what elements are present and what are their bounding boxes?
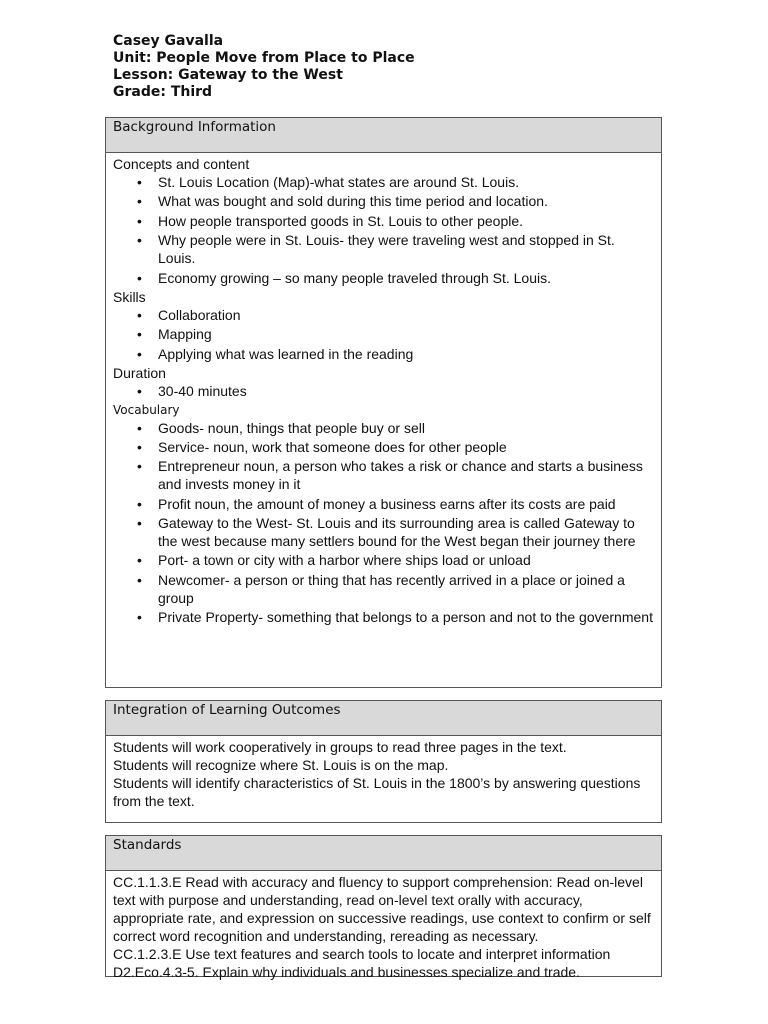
duration-list <box>113 382 654 400</box>
outcome-line: Students will recognize where St. Louis is on the map. <box>113 757 449 773</box>
standard-line: CC.1.1.3.E Read with accuracy and fluency to support comprehension: Read on-level text with purpose and understanding, read on-level text orally with accuracy, appropriate rate, and expression on successive readings, use context to confirm or self correct word recognition and understanding, rereading as necessary. <box>113 874 651 944</box>
unit-title: Unit: People Move from Place to Place <box>113 50 415 66</box>
section-body <box>106 153 661 626</box>
outcome-line: Students will work cooperatively in groups to read three pages in the text. <box>113 739 567 755</box>
standard-line: CC.1.2.3.E Use text features and search tools to locate and interpret information <box>113 946 611 962</box>
list-item: • 30-40 minutes <box>113 382 654 400</box>
list-item: • Entrepreneur noun, a person who takes a risk or chance and starts a business and invests money in it <box>113 457 654 493</box>
standard-line: D2.Eco.4.3-5. Explain why individuals and businesses specialize and trade. <box>113 964 580 980</box>
list-item: • Newcomer- a person or thing that has recently arrived in a place or joined a group <box>113 571 654 607</box>
author-name: Casey Gavalla <box>113 33 224 49</box>
skills-list <box>113 306 654 363</box>
list-item: • Private Property- something that belongs to a person and not to the government <box>113 608 654 626</box>
list-item: • What was bought and sold during this time period and location. <box>113 192 654 210</box>
duration-label: Duration <box>113 365 166 382</box>
list-item: • Collaboration <box>113 306 654 324</box>
section-body <box>106 736 661 810</box>
section-heading: Standards <box>106 836 661 871</box>
list-item: • Service- noun, work that someone does for other people <box>113 438 654 456</box>
section-heading: Integration of Learning Outcomes <box>106 701 661 736</box>
outcome-line: Students will identify characteristics of St. Louis in the 1800’s by answering questions from the text. <box>113 775 641 809</box>
list-item: • Applying what was learned in the reading <box>113 345 654 363</box>
list-item: • Port- a town or city with a harbor where ships load or unload <box>113 551 654 569</box>
standards-section <box>105 835 662 980</box>
grade-level: Grade: Third <box>113 84 213 100</box>
learning-outcomes-section <box>105 700 662 823</box>
vocabulary-label: Vocabulary <box>113 402 180 417</box>
list-item: • Profit noun, the amount of money a business earns after its costs are paid <box>113 495 654 513</box>
list-item: • Mapping <box>113 325 654 343</box>
concepts-list <box>113 173 654 287</box>
section-heading: Background Information <box>106 118 661 153</box>
list-item: • Why people were in St. Louis- they were traveling west and stopped in St. Louis. <box>113 231 654 267</box>
list-item: • Goods- noun, things that people buy or sell <box>113 419 654 437</box>
list-item: • How people transported goods in St. Louis to other people. <box>113 212 654 230</box>
lesson-title: Lesson: Gateway to the West <box>113 67 343 83</box>
skills-label: Skills <box>113 288 146 305</box>
section-body <box>106 871 661 981</box>
document-header <box>113 33 415 101</box>
list-item: • Economy growing – so many people traveled through St. Louis. <box>113 269 654 287</box>
concepts-label: Concepts and content <box>113 156 250 172</box>
list-item: • Gateway to the West- St. Louis and its surrounding area is called Gateway to the west because many settlers bound for the West began their journey there <box>113 514 654 550</box>
background-information-section <box>105 117 662 688</box>
list-item: • St. Louis Location (Map)-what states are around St. Louis. <box>113 173 654 191</box>
vocabulary-list <box>113 419 654 627</box>
